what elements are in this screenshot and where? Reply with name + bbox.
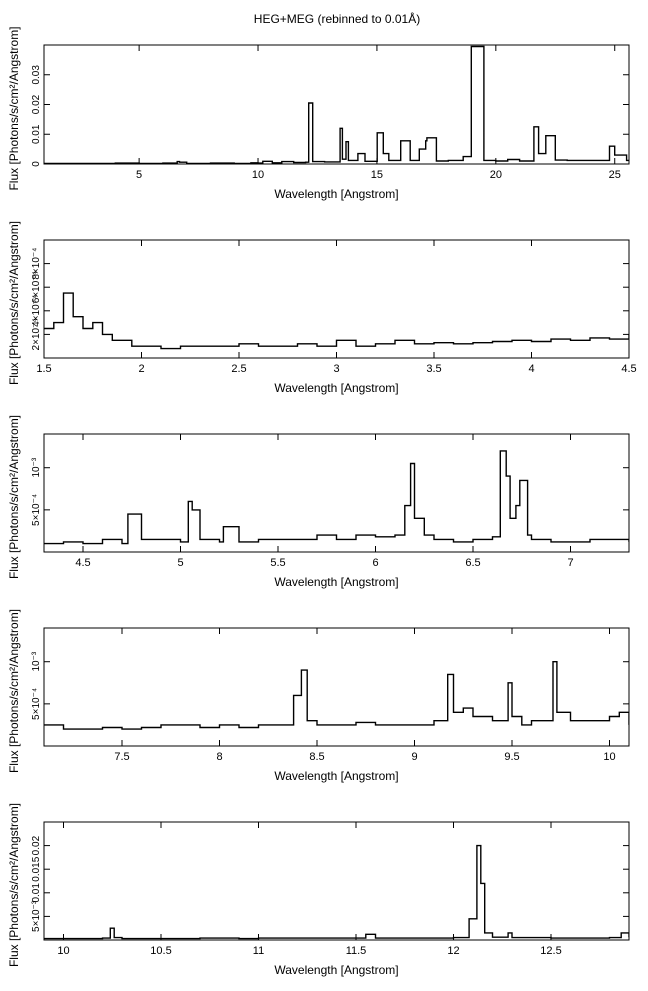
y-tick-label: 0.02 (31, 94, 42, 115)
y-axis-label: Flux [Photons/s/cm²/Angstrom] (7, 802, 21, 968)
y-axis-label: Flux [Photons/s/cm²/Angstrom] (7, 26, 21, 191)
x-tick-label: 6.5 (465, 557, 481, 569)
spectrum-line (44, 451, 629, 544)
x-tick-label: 4.5 (75, 557, 91, 569)
x-axis-label: Wavelength [Angstrom] (274, 381, 399, 395)
y-tick-label: 0.02 (31, 835, 42, 856)
panels (7, 26, 637, 977)
x-tick-label: 2 (138, 363, 145, 375)
y-tick-label: 0.01 (31, 883, 42, 903)
x-tick-label: 25 (608, 169, 621, 181)
plot-frame (44, 434, 629, 552)
plot-frame (44, 45, 629, 164)
x-tick-label: 10 (57, 945, 70, 957)
x-axis-label: Wavelength [Angstrom] (274, 575, 399, 589)
y-axis-label: Flux [Photons/s/cm²/Angstrom] (7, 608, 21, 774)
panel-2 (7, 221, 637, 395)
x-axis-label: Wavelength [Angstrom] (274, 963, 399, 977)
y-tick-label: 8×10⁻⁴ (31, 247, 42, 280)
x-axis-label: Wavelength [Angstrom] (274, 769, 399, 783)
y-tick-label: 10⁻³ (31, 651, 42, 672)
x-tick-label: 10.5 (150, 945, 172, 957)
y-axis-label: Flux [Photons/s/cm²/Angstrom] (7, 414, 21, 580)
y-tick-label: 0.01 (31, 124, 42, 145)
y-tick-label: 2×10⁻⁴ (31, 318, 42, 351)
panel-1 (7, 26, 629, 201)
y-tick-label: 5×10⁻⁴ (31, 493, 42, 526)
y-axis-label: Flux [Photons/s/cm²/Angstrom] (7, 220, 21, 386)
y-tick-label: 4×10⁻⁴ (31, 294, 42, 327)
x-tick-label: 3.5 (426, 363, 442, 375)
y-tick-label: 10⁻³ (31, 457, 42, 478)
y-tick-label: 6×10⁻⁴ (31, 271, 42, 304)
x-tick-label: 8 (216, 751, 223, 763)
y-tick-label: 0.03 (31, 65, 42, 85)
panel-4 (7, 609, 629, 783)
panel-5 (7, 803, 629, 977)
x-tick-label: 1.5 (36, 363, 52, 375)
x-tick-label: 6 (372, 557, 379, 569)
x-tick-label: 11.5 (345, 945, 367, 957)
x-tick-label: 9 (411, 751, 418, 763)
x-tick-label: 2.5 (231, 363, 247, 375)
x-tick-label: 5 (177, 557, 184, 569)
spectrum-line (44, 662, 629, 729)
x-tick-label: 15 (370, 169, 384, 181)
spectrum-line (44, 846, 629, 939)
x-tick-label: 12 (447, 945, 460, 957)
x-tick-label: 5 (136, 169, 143, 181)
plot-frame (44, 822, 629, 940)
x-tick-label: 7.5 (114, 751, 130, 763)
x-tick-label: 8.5 (309, 751, 325, 763)
panel-3 (7, 415, 629, 589)
x-tick-label: 10 (603, 751, 616, 763)
x-tick-label: 10 (251, 169, 265, 181)
y-tick-label: 5×10⁻⁴ (31, 687, 42, 720)
plot-frame (44, 628, 629, 746)
y-tick-label: 5×10⁻³ (31, 900, 42, 932)
y-tick-label: 0.015 (31, 856, 42, 882)
figure-title: HEG+MEG (rebinned to 0.01Å) (253, 12, 421, 26)
spectrum-line (44, 47, 629, 164)
y-tick-label: 0 (31, 161, 42, 167)
x-tick-label: 20 (489, 169, 502, 181)
x-tick-label: 9.5 (504, 751, 520, 763)
x-tick-label: 4 (528, 363, 535, 375)
spectrum-line (44, 293, 629, 349)
x-tick-label: 3 (333, 363, 340, 375)
x-tick-label: 4.5 (621, 363, 637, 375)
x-tick-label: 12.5 (540, 945, 562, 957)
x-tick-label: 11 (252, 945, 265, 957)
x-axis-label: Wavelength [Angstrom] (274, 187, 399, 201)
x-tick-label: 7 (567, 557, 574, 569)
x-tick-label: 5.5 (270, 557, 286, 569)
